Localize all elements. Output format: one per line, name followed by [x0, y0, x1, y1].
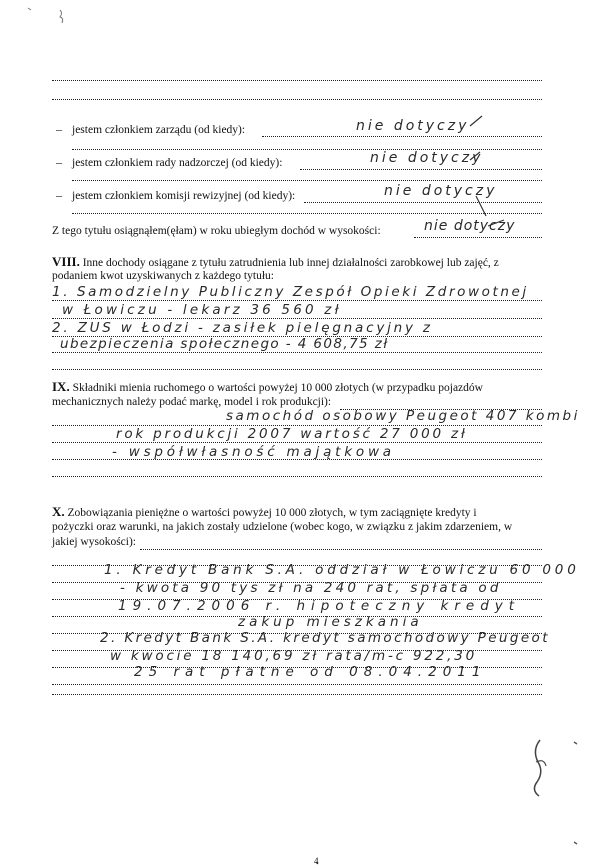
dotted-line: [304, 202, 542, 203]
dotted-line: [72, 180, 542, 181]
section9-numeral: IX.: [52, 379, 70, 394]
handwritten-line: 1. Kredyt Bank S.A. oddział w Łowiczu 60 000: [104, 562, 580, 578]
membership-label-supervisory: jestem członkiem rady nadzorczej (od kiedy):: [72, 157, 283, 169]
signature-mark: [534, 740, 540, 796]
section10-text2: pożyczki oraz warunki, na jakich zostały udzielone (wobec kogo, w związku z jakim zdarzeniem, w: [52, 521, 513, 533]
handwritten-line: - kwota 90 tys zł na 240 rat, spłata od: [120, 580, 502, 596]
dotted-line: [52, 318, 542, 319]
handwritten-line: 25 rat płatne od 08.04.2011: [134, 664, 487, 680]
dotted-line: [52, 459, 542, 460]
handwritten-line: samochód osobowy Peugeot 407 kombi: [226, 408, 580, 424]
dotted-line: [52, 694, 542, 695]
section10-heading: [52, 505, 477, 520]
bullet-dash: –: [56, 188, 62, 202]
bullet-dash: –: [56, 155, 62, 169]
section8-heading: [52, 255, 499, 270]
handwritten-audit: nie dotyczy: [384, 183, 498, 199]
dotted-line: [52, 369, 542, 370]
handwritten-line: 19.07.2006 r. hipoteczny kredyt: [118, 598, 521, 614]
dotted-line: [140, 549, 542, 550]
handwritten-line: - współwłasność majątkowa: [112, 444, 395, 460]
membership-label-board: jestem członkiem zarządu (od kiedy):: [72, 124, 246, 136]
dotted-line: [52, 442, 542, 443]
section8-numeral: VIII.: [52, 254, 80, 269]
handwritten-income: nie dotyczy: [424, 218, 516, 234]
handwritten-line: w kwocie 18 140,69 zł rata/m-c 922,30: [110, 648, 477, 664]
section8-text2: podaniem kwot uzyskiwanych z każdego tytułu:: [52, 270, 274, 282]
handwritten-line: 2. Kredyt Bank S.A. kredyt samochodowy Peugeot: [100, 630, 550, 646]
dotted-line: [52, 684, 542, 685]
handwritten-line: 1. Samodzielny Publiczny Zespół Opieki Zdrowotnej: [52, 284, 529, 300]
dotted-line: [414, 237, 542, 238]
dotted-line: [300, 169, 542, 170]
section10-numeral: X.: [52, 504, 65, 519]
section8-text1: Inne dochody osiągane z tytułu zatrudnienia lub innej działalności zarobkowej lub zajęć, z: [82, 257, 499, 269]
income-label: Z tego tytułu osiągnąłem(ęłam) w roku ubiegłym dochód w wysokości:: [52, 225, 381, 237]
membership-label-audit: jestem członkiem komisji rewizyjnej (od kiedy):: [72, 190, 296, 202]
dotted-line: [52, 300, 542, 301]
handwritten-board: nie dotyczy: [356, 118, 470, 134]
section9-heading: [52, 380, 483, 395]
dotted-line: [52, 99, 542, 100]
section9-text2: mechanicznych należy podać markę, model i rok produkcji):: [52, 396, 332, 408]
section10-text3: jakiej wysokości):: [52, 536, 136, 548]
handwritten-line: zakup mieszkania: [238, 614, 423, 630]
page-number: 4: [314, 856, 319, 866]
handwritten-line: w Łowiczu - lekarz 36 560 zł: [62, 302, 342, 318]
dotted-line: [52, 476, 542, 477]
dotted-line: [52, 80, 542, 81]
section10-text1: Zobowiązania pieniężne o wartości powyżej 10 000 złotych, w tym zaciągnięte kredyty i: [67, 507, 477, 519]
bullet-dash: –: [56, 122, 62, 136]
handwritten-line: 2. ZUS w Łodzi - zasiłek pielęgnacyjny z: [52, 320, 433, 336]
dotted-line: [52, 352, 542, 353]
dotted-line: [72, 213, 542, 214]
section9-text1: Składniki mienia ruchomego o wartości powyżej 10 000 złotych (w przypadku pojazdów: [72, 382, 483, 394]
dotted-line: [262, 136, 542, 137]
handwritten-supervisory: nie dotyczy: [370, 150, 484, 166]
handwritten-line: ubezpieczenia społecznego - 4 608,75 zł: [60, 336, 389, 352]
handwritten-line: rok produkcji 2007 wartość 27 000 zł: [116, 426, 468, 442]
